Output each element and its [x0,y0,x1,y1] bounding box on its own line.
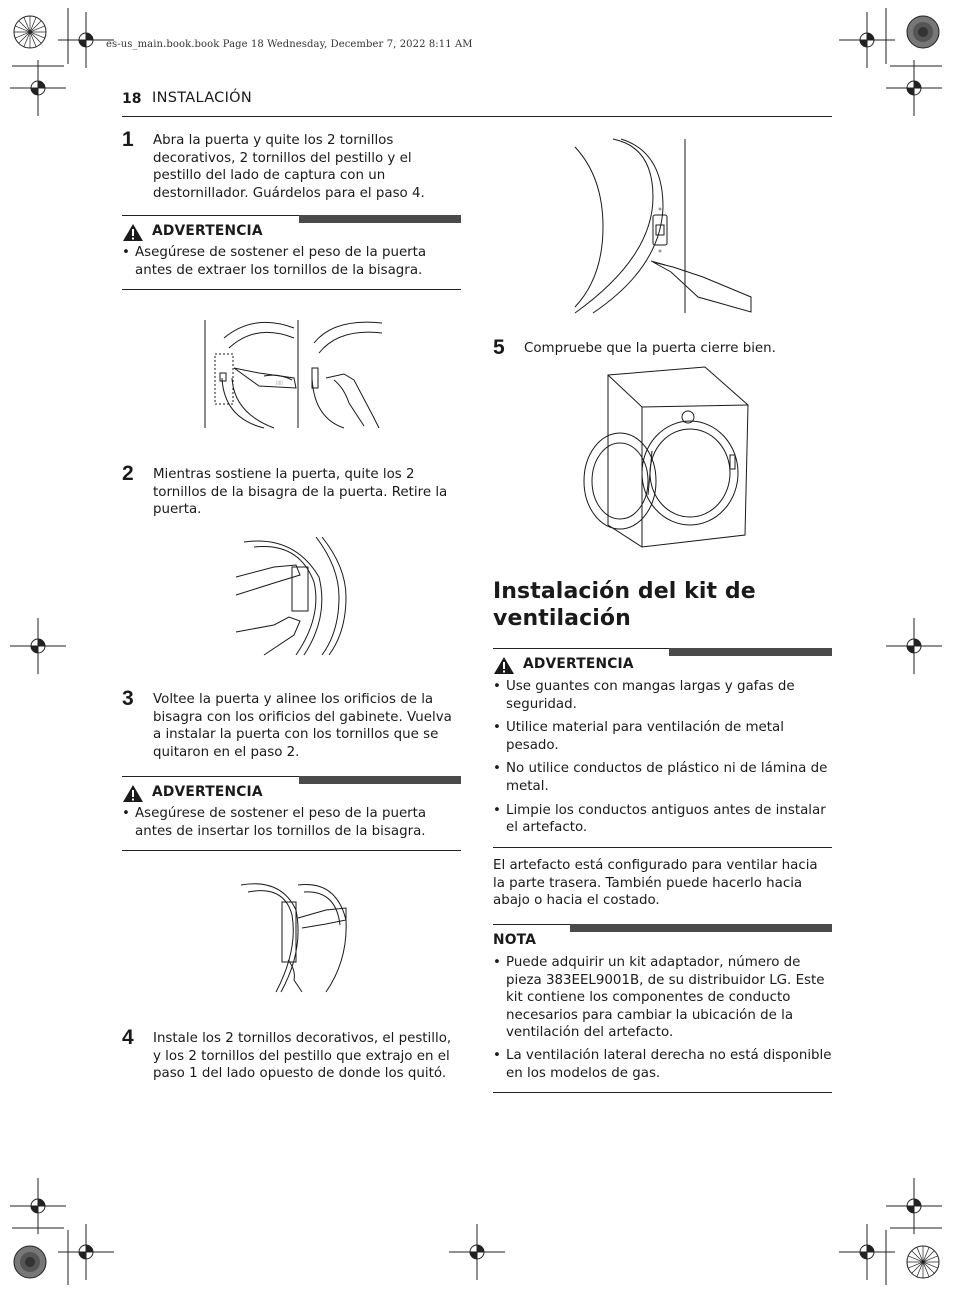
warning-item: • Limpie los conductos antiguos antes de instalar el artefacto. [493,802,832,837]
illustration-reinstall-door [236,880,348,994]
vent-paragraph: El artefacto está configurado para ventilar hacia la parte trasera. También puede hacerlo hacia abajo o hacia el costado. [493,858,818,909]
svg-text:|||||: ||||| [276,380,283,385]
step-3-number: 3 [122,687,134,710]
illustration-install-latch [573,137,753,315]
running-header [122,89,832,117]
step-1-number: 1 [122,128,134,151]
warning-title: ADVERTENCIA [523,656,634,672]
illustration-dryer-open [580,365,750,550]
warning-box-2 [122,776,461,851]
warning-title: ADVERTENCIA [152,223,263,239]
warning-title: ADVERTENCIA [152,784,263,800]
illustration-remove-screws [204,318,384,430]
warning-item: • Asegúrese de sostener el peso de la puerta antes de extraer los tornillos de la bisagra. [122,244,461,279]
warning-item: • Asegúrese de sostener el peso de la puerta antes de insertar los tornillos de la bisagra. [122,805,461,840]
warning-item: • Use guantes con mangas largas y gafas de seguridad. [493,678,832,713]
step-1-text: Abra la puerta y quite los 2 tornillos decorativos, 2 tornillos del pestillo y el pestillo del lado de captura con un destornillador. Guárdelos para el paso 4. [153,133,425,201]
page-number: 18 [122,91,142,107]
warning-item: • Utilice material para ventilación de metal pesado. [493,719,832,754]
section-title: INSTALACIÓN [152,90,253,106]
step-4-number: 4 [122,1026,134,1049]
warning-triangle-icon [493,656,515,675]
warning-box-3 [493,648,832,848]
step-5-number: 5 [493,336,505,359]
illustration-remove-door [234,537,350,657]
warning-triangle-icon [122,223,144,242]
print-header: es-us_main.book.book Page 18 Wednesday, December 7, 2022 8:11 AM [106,39,473,50]
step-2-text: Mientras sostiene la puerta, quite los 2 tornillos de la bisagra de la puerta. Retire la puerta. [153,467,448,518]
step-2-number: 2 [122,462,134,485]
note-box [493,924,832,1093]
warning-box-1 [122,215,461,290]
step-5-text: Compruebe que la puerta cierre bien. [524,341,776,356]
note-title: NOTA [493,932,537,948]
note-item: • Puede adquirir un kit adaptador, número de pieza 383EEL9001B, de su distribuidor LG. Este kit contiene los componentes de conducto necesarios para cambiar la ubicación de la ventilación del artefacto. [493,954,832,1042]
step-4-text: Instale los 2 tornillos decorativos, el pestillo, y los 2 tornillos del pestillo que extrajo en el paso 1 del lado opuesto de donde los quitó. [153,1031,452,1082]
step-3-text: Voltee la puerta y alinee los orificios de la bisagra con los orificios del gabinete. Vuelva a instalar la puerta con los tornillos que se quitaron en el paso 2. [153,692,452,760]
warning-item: • No utilice conductos de plástico ni de lámina de metal. [493,760,832,795]
note-item: • La ventilación lateral derecha no está disponible en los modelos de gas. [493,1047,832,1082]
vent-section-heading: Instalación del kit de ventilación [493,579,756,631]
warning-triangle-icon [122,784,144,803]
